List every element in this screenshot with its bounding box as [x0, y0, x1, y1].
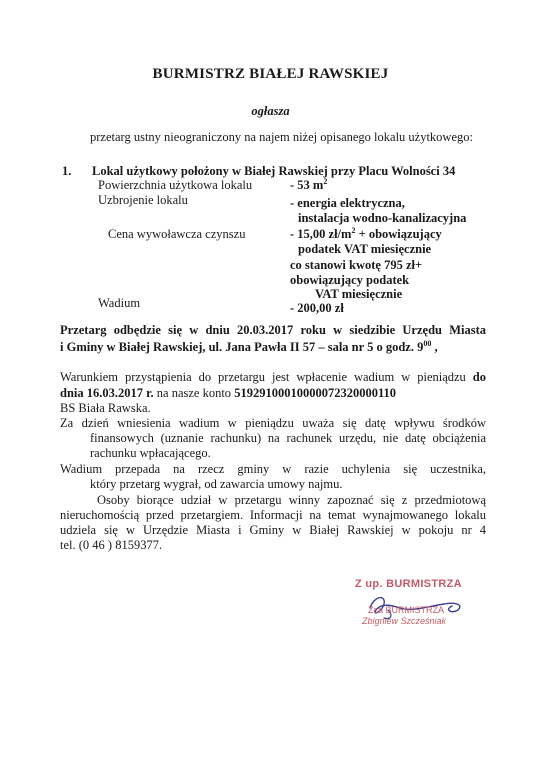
- conditions-p1-line2: [60, 386, 486, 401]
- conditions-p2-line1: Za dzień wniesienia wadium w pieniądzu uważa się datę wpływu środków: [60, 416, 486, 430]
- conditions-p4-line2: nieruchomością przed przetargiem. Informacji na temat wynajmowanego lokalu: [60, 508, 486, 522]
- equipment-line1: - energia elektryczna,: [290, 196, 405, 210]
- price-line2: podatek VAT miesięcznie: [298, 242, 432, 256]
- area-value-text: - 53 m: [290, 178, 324, 192]
- price-line1-sup: 2: [351, 225, 356, 235]
- stamp-line1: Z up. BURMISTRZA: [355, 578, 462, 590]
- conditions-p1-line3: BS Biała Rawska.: [60, 401, 151, 415]
- auction-line2-b: ,: [431, 340, 438, 354]
- deposit-value: - 200,00 zł: [290, 301, 344, 315]
- item-number: 1.: [62, 164, 72, 178]
- area-label: Powierzchnia użytkowa lokalu: [98, 178, 253, 192]
- conditions-p3-line1: Wadium przepada na rzecz gminy w razie uchylenia się uczestnika,: [60, 462, 486, 476]
- conditions-p2-line3: rachunku wpłacającego.: [90, 446, 211, 460]
- stamp-line3: Zbigniew Szcześniak: [362, 616, 447, 626]
- intro-text: przetarg ustny nieograniczony na najem niżej opisanego lokalu użytkowego:: [90, 130, 473, 144]
- auction-line1: Przetarg odbędzie się w dniu 20.03.2017 roku w siedzibie Urzędu Miasta: [60, 323, 486, 337]
- equipment-line2: instalacja wodno-kanalizacyjna: [298, 211, 467, 225]
- deposit-deadline: dnia 16.03.2017 r.: [60, 386, 154, 400]
- price-label: Cena wywoławcza czynszu: [108, 227, 246, 241]
- conditions-p2-line2: finansowych (uznanie rachunku) na rachunek urzędu, nie datę obciążenia: [90, 431, 486, 445]
- conditions-p4-line4: tel. (0 46 ) 8159377.: [60, 538, 163, 552]
- price-line1-a: - 15,00 zł/m: [290, 227, 352, 241]
- announces-word: ogłasza: [251, 104, 290, 118]
- price-line1: [290, 227, 442, 242]
- auction-line2-a: i Gminy w Białej Rawskiej, ul. Jana Pawła II 57 – sala nr 5 o godz. 9: [60, 340, 424, 354]
- equipment-label: Uzbrojenie lokalu: [98, 193, 188, 207]
- auction-line2: [60, 340, 438, 355]
- area-unit-sup: 2: [323, 176, 328, 186]
- conditions-p1-line1-a: Warunkiem przystąpienia do przetargu jest wpłacenie wadium w pieniądzu: [60, 370, 473, 384]
- deposit-label: Wadium: [98, 296, 141, 310]
- auction-time-sup: 00: [423, 338, 432, 348]
- stamp-line2: Zca BURMISTRZA: [368, 605, 445, 615]
- conditions-p4-line1: Osoby biorące udział w przetargu winny zapoznać się z przedmiotową: [97, 493, 486, 507]
- price-line1-b: + obowiązujący: [355, 227, 442, 241]
- price-line5: VAT miesięcznie: [315, 287, 403, 301]
- item-heading: Lokal użytkowy położony w Białej Rawskiej przy Placu Wolności 34: [92, 164, 456, 178]
- area-value: [290, 178, 327, 193]
- bank-account-number: 51929100010000072320000110: [234, 386, 396, 400]
- price-line4: obowiązujący podatek: [290, 273, 410, 287]
- conditions-p4-line3: udziela się w Urzędzie Miasta i Gminy w Białej Rawskiej w pokoju nr 4: [60, 523, 486, 537]
- conditions-p3-line2: który przetarg wygrał, od zawarcia umowy najmu.: [90, 477, 343, 491]
- price-line3: co stanowi kwotę 795 zł+: [290, 258, 423, 272]
- document-title: BURMISTRZ BIAŁEJ RAWSKIEJ: [152, 66, 389, 82]
- conditions-p1-line1: [60, 370, 486, 385]
- account-intro: na nasze konto: [153, 386, 235, 400]
- conditions-p1-line1-b: do: [472, 370, 486, 384]
